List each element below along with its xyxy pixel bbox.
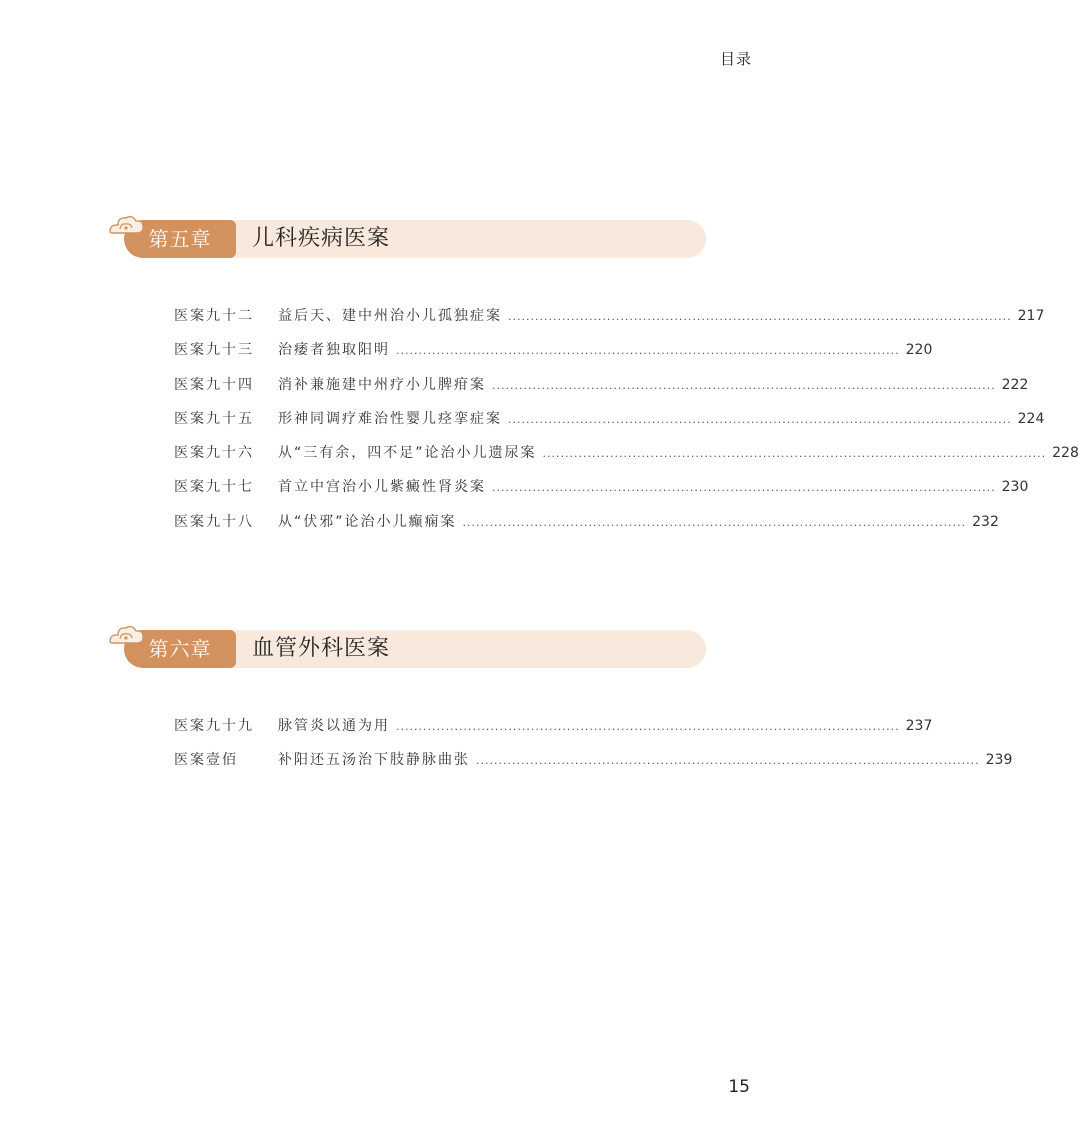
page-reference: 239 [985,752,1013,769]
case-number: 医案九十八 [174,513,254,530]
page-reference: 217 [1017,308,1045,324]
page-reference: 228 [1052,445,1079,462]
dot-leader: ................................................................................................................ [396,344,900,358]
dot-leader: ................................................................................................................ [396,720,900,733]
case-number: 医案九十二 [174,308,254,324]
case-title: 消补兼施建中州疗小儿脾疳案 [278,376,486,393]
running-header-title: 目录 [719,50,752,68]
case-title: 首立中宫治小儿紫癜性肾炎案 [278,479,486,496]
dot-leader: ................................................................................................................ [508,310,1012,323]
chapter-title: 儿科疾病医案 [252,226,391,251]
toc-list [174,715,1013,784]
chapter-number-badge: 第五章 [124,220,236,258]
chapter-section-5 [106,212,1079,530]
toc-entry[interactable] [174,476,1029,510]
auspicious-cloud-icon [106,212,146,236]
page-reference: 224 [1017,410,1045,427]
chapter-banner [106,212,706,268]
dot-leader: ................................................................................................................ [542,447,1047,461]
dot-leader: ................................................................................................................ [492,481,996,495]
case-title: 形神同调疗难治性婴儿痉挛症案 [278,410,502,427]
dot-leader: ................................................................................................................ [462,515,967,529]
case-number: 医案九十五 [174,410,254,427]
page-reference: 222 [1001,376,1029,393]
dot-leader: ................................................................................................................ [476,754,980,768]
case-number: 医案九十三 [174,342,254,359]
toc-entry[interactable] [174,339,933,373]
page-reference: 232 [972,513,999,530]
toc-entry[interactable] [174,305,1045,339]
page-reference: 220 [905,342,933,359]
toc-entry[interactable] [174,511,999,545]
chapter-section-6 [106,622,1013,769]
page-reference: 237 [905,718,933,734]
case-number: 医案壹佰 [174,752,238,769]
case-title: 从“三有余，四不足”论治小儿遗尿案 [278,445,537,462]
dot-leader: ................................................................................................................ [492,378,996,392]
case-number: 医案九十九 [174,718,254,734]
chapter-number-badge: 第六章 [124,630,236,668]
toc-entry[interactable] [174,408,1045,442]
case-title: 脉管炎以通为用 [278,718,390,734]
toc-list [174,305,1079,545]
toc-entry[interactable] [174,374,1029,408]
dot-leader: ................................................................................................................ [508,412,1012,426]
chapter-title: 血管外科医案 [252,636,391,661]
case-number: 医案九十四 [174,376,254,393]
auspicious-cloud-icon [106,622,146,646]
page-reference: 230 [1001,479,1029,496]
case-title: 从“伏邪”论治小儿癫痫案 [278,513,457,530]
toc-entry[interactable] [174,442,1079,476]
case-title: 补阳还五汤治下肢静脉曲张 [278,752,470,769]
case-number: 医案九十七 [174,479,254,496]
toc-entry[interactable] [174,715,933,749]
case-title: 益后天、建中州治小儿孤独症案 [278,308,502,324]
page-number: 15 [728,1077,750,1097]
chapter-banner [106,622,706,678]
case-number: 医案九十六 [174,445,254,462]
case-title: 治痿者独取阳明 [278,342,390,359]
toc-entry[interactable] [174,749,1013,783]
